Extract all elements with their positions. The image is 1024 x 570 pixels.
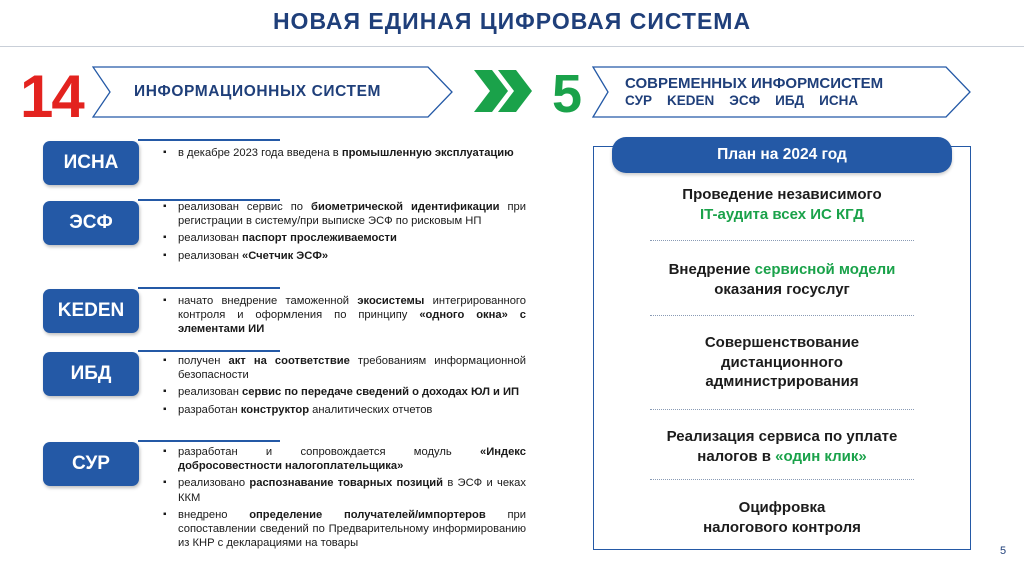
old-systems-banner [92, 66, 454, 118]
system-bullets [162, 354, 526, 420]
new-systems-list [625, 93, 972, 109]
tag-underline [138, 139, 280, 141]
bullet-item: ▪ реализован сервис по биометрической идентификации при регистрации в систему/при выписке ЭСФ по рисковым НП [162, 200, 526, 228]
bullet-item: ▪ получен акт на соответствие требованиям информационной безопасности [162, 354, 526, 382]
bullet-item: ▪ в декабре 2023 года введена в промышленную эксплуатацию [162, 146, 526, 160]
system-name: СУР [625, 92, 652, 108]
system-name: ЭСФ [729, 92, 761, 108]
plan-item: Реализация сервиса по уплате налогов в «один клик» [666, 428, 898, 465]
system-tag-isna: ИСНА [43, 141, 139, 185]
plan-header: План на 2024 год [612, 137, 952, 173]
plan-item: Внедрение сервисной модели оказания госуслуг [668, 261, 896, 298]
page-title: НОВАЯ ЕДИНАЯ ЦИФРОВАЯ СИСТЕМА [272, 8, 752, 34]
bullet-item: ▪ разработан и сопровождается модуль «Индекс добросовестности налогоплательщика» [162, 445, 526, 473]
old-systems-label: ИНФОРМАЦИОННЫХ СИСТЕМ [134, 83, 382, 100]
double-chevron-icon [472, 68, 534, 114]
system-tag-sur: СУР [43, 442, 139, 486]
new-systems-label: СОВРЕМЕННЫХ ИНФОРМСИСТЕМ [625, 74, 884, 92]
systems-count-old: 14 [20, 63, 83, 130]
tag-underline [138, 287, 280, 289]
bullet-item: ▪ начато внедрение таможенной экосистемы интегрированного контроля и оформления по принципу «одного окна» с элементами ИИ [162, 294, 526, 337]
system-bullets [162, 445, 526, 553]
plan-separator [650, 240, 914, 241]
tag-underline [138, 350, 280, 352]
system-name: ИСНА [819, 92, 859, 108]
plan-separator [650, 409, 914, 410]
bullet-item: ▪ реализован сервис по передаче сведений о доходах ЮЛ и ИП [162, 385, 526, 399]
system-tag-keden: KEDEN [43, 289, 139, 333]
page-number: 5 [1000, 545, 1007, 557]
system-tag-esf: ЭСФ [43, 201, 139, 245]
tag-underline [138, 440, 280, 442]
systems-count-new: 5 [552, 64, 583, 124]
new-systems-banner [592, 66, 972, 118]
plan-item: Совершенствование дистанционного администрирования [704, 334, 860, 390]
system-bullets [162, 294, 526, 340]
plan-separator [650, 315, 914, 316]
bullet-item: ▪ разработан конструктор аналитических отчетов [162, 403, 526, 417]
title-divider [0, 46, 1024, 47]
plan-separator [650, 479, 914, 480]
system-tag-ibd: ИБД [43, 352, 139, 396]
bullet-item: ▪ внедрено определение получателей/импортеров при сопоставлении сведений по Предварительному информированию из КНР с декларациями на товары [162, 508, 526, 551]
bullet-item: ▪ реализован паспорт прослеживаемости [162, 231, 526, 245]
plan-item: Проведение независимого IT-аудита всех ИС КГД [682, 186, 882, 223]
bullet-item: ▪ реализовано распознавание товарных позиций в ЭСФ и чеках ККМ [162, 476, 526, 504]
system-name: KEDEN [666, 92, 715, 108]
bullet-item: ▪ реализован «Счетчик ЭСФ» [162, 249, 526, 263]
system-bullets [162, 200, 526, 266]
system-bullets [162, 146, 526, 163]
plan-item: Оцифровка налогового контроля [703, 499, 861, 536]
system-name: ИБД [775, 92, 805, 108]
